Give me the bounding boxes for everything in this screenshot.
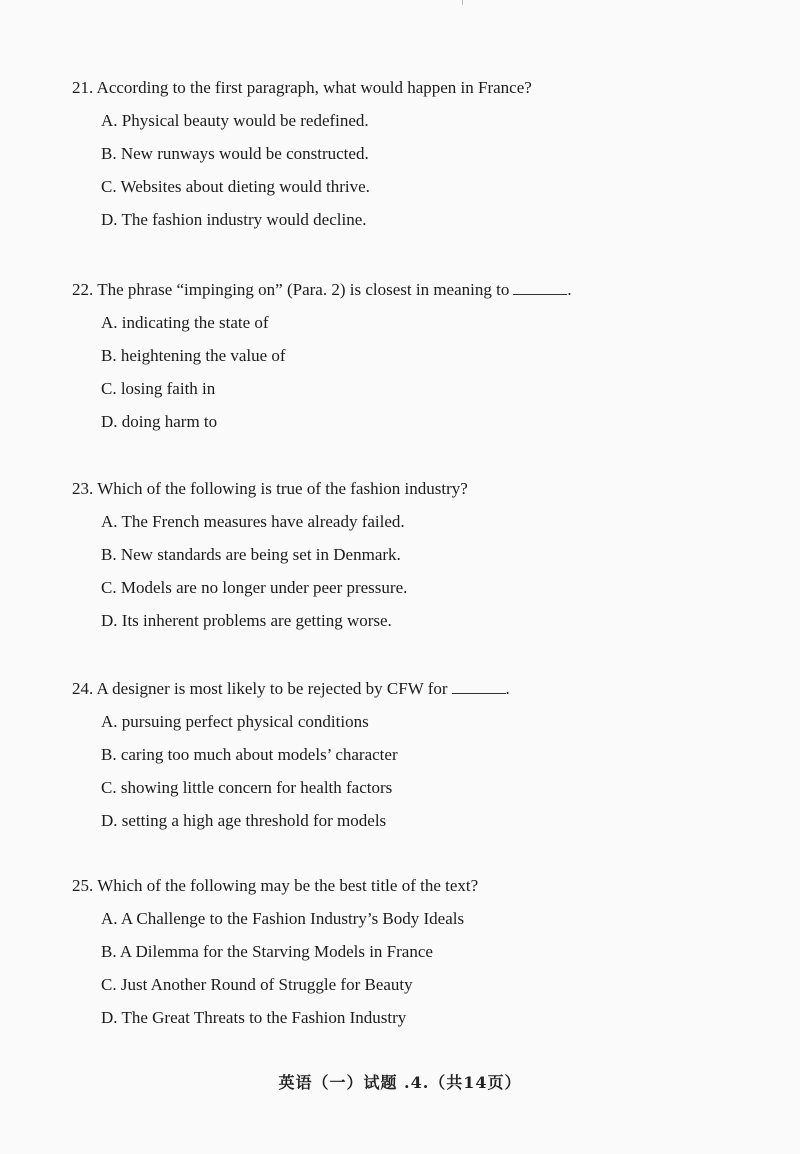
question-24 [72, 678, 752, 844]
question-stem: 24. A designer is most likely to be rejected by CFW for . [72, 679, 510, 698]
option-b: B. heightening the value of [101, 346, 286, 365]
option-c: C. Just Another Round of Struggle for Beauty [101, 975, 413, 994]
option-d: D. doing harm to [101, 412, 218, 431]
option-c: C. losing faith in [101, 379, 216, 398]
question-25 [72, 876, 752, 1041]
question-stem: 21. According to the first paragraph, what would happen in France? [72, 78, 532, 97]
option-d: D. Its inherent problems are getting worse. [101, 611, 392, 630]
option-b: B. New runways would be constructed. [101, 144, 369, 163]
question-stem: 25. Which of the following may be the best title of the text? [72, 876, 479, 895]
question-22 [72, 279, 752, 445]
answer-blank [513, 279, 567, 295]
question-21 [72, 78, 752, 243]
option-c: C. Models are no longer under peer pressure. [101, 578, 408, 597]
option-d: D. setting a high age threshold for models [101, 811, 387, 830]
option-b: B. A Dilemma for the Starving Models in France [101, 942, 433, 961]
option-list [72, 512, 752, 631]
option-a: A. pursuing perfect physical conditions [101, 712, 369, 731]
question-stem: 22. The phrase “impinging on” (Para. 2) is closest in meaning to . [72, 280, 572, 299]
question-stem: 23. Which of the following is true of the fashion industry? [72, 479, 468, 498]
question-23 [72, 479, 752, 644]
answer-blank [452, 678, 506, 694]
page-footer: 英语（一）试题 .4.（共14页） [278, 1073, 522, 1092]
option-a: A. The French measures have already failed. [101, 512, 405, 531]
option-list [72, 909, 752, 1028]
option-list [72, 111, 752, 230]
option-d: D. The fashion industry would decline. [101, 210, 367, 229]
option-c: C. Websites about dieting would thrive. [101, 177, 370, 196]
option-list [72, 313, 752, 432]
option-c: C. showing little concern for health factors [101, 778, 393, 797]
option-b: B. caring too much about models’ character [101, 745, 398, 764]
option-d: D. The Great Threats to the Fashion Industry [101, 1008, 407, 1027]
option-b: B. New standards are being set in Denmark. [101, 545, 401, 564]
scan-mark [462, 0, 463, 5]
option-a: A. Physical beauty would be redefined. [101, 111, 369, 130]
option-a: A. indicating the state of [101, 313, 269, 332]
option-list [72, 712, 752, 831]
option-a: A. A Challenge to the Fashion Industry’s Body Ideals [101, 909, 465, 928]
